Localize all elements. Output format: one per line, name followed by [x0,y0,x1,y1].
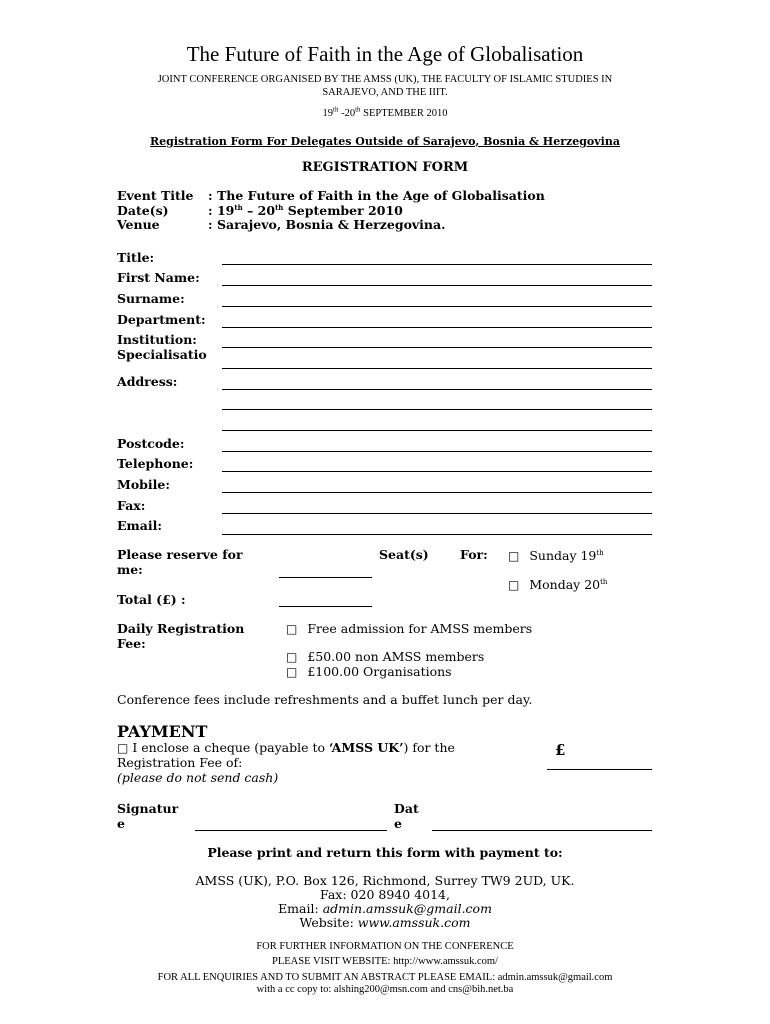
event-dates-label: Date(s) [117,203,169,218]
page-title: The Future of Faith in the Age of Globalisation [186,42,584,66]
first-name-field[interactable] [222,285,652,286]
address-field-line2[interactable] [222,409,652,410]
daily-fee-label-line2: Fee: [117,636,146,651]
email-field[interactable] [222,534,652,535]
email-label: Email: [117,518,162,533]
conference-dates: 19th -20th SEPTEMBER 2010 [322,105,448,119]
department-field[interactable] [222,327,652,328]
department-label: Department: [117,312,206,327]
telephone-label: Telephone: [117,456,194,471]
fees-note: Conference fees include refreshments and a buffet lunch per day. [117,692,533,707]
sunday-option[interactable]: □ Sunday 19th [508,548,604,563]
date-field[interactable] [432,830,652,831]
return-fax: Fax: 020 8940 4014, [320,887,450,902]
for-label: For: [460,547,488,562]
event-title-value: : The Future of Faith in the Age of Globalisation [208,188,545,203]
signature-label-line1: Signatur [117,801,179,816]
daily-fee-label-line1: Daily Registration [117,621,245,636]
institution-field[interactable] [222,347,652,348]
return-address: AMSS (UK), P.O. Box 126, Richmond, Surrey TW9 2UD, UK. [195,873,575,888]
checkbox-icon[interactable]: □ [508,549,520,563]
address-label: Address: [117,374,178,389]
no-cash-note: (please do not send cash) [117,770,279,785]
surname-field[interactable] [222,306,652,307]
event-venue-label: Venue [117,217,160,232]
info-line3: FOR ALL ENQUIRIES AND TO SUBMIT AN ABSTRACT PLEASE EMAIL: admin.amssuk@gmail.com [157,972,613,983]
monday-option[interactable]: □ Monday 20th [508,577,608,592]
title-field[interactable] [222,264,652,265]
date-label-line2: e [394,816,402,831]
telephone-field[interactable] [222,471,652,472]
postcode-label: Postcode: [117,436,185,451]
specialisation-label: Specialisatio [117,347,207,362]
info-line4: with a cc copy to: alshing200@msn.com and cns@bih.net.ba [256,984,514,995]
fax-field[interactable] [222,513,652,514]
specialisation-field[interactable] [222,368,652,369]
date-label-line1: Dat [394,801,419,816]
conference-subtitle-line1: JOINT CONFERENCE ORGANISED BY THE AMSS (UK), THE FACULTY OF ISLAMIC STUDIES IN [157,74,613,85]
seats-label: Seat(s) [379,547,429,562]
mobile-field[interactable] [222,492,652,493]
checkbox-icon[interactable]: □ [117,741,129,755]
surname-label: Surname: [117,291,185,306]
cheque-option[interactable]: □ I enclose a cheque (payable to ‘AMSS UK’) for the [117,740,455,755]
payment-heading: PAYMENT [117,722,208,741]
signature-label-line2: e [117,816,125,831]
pound-sign: £ [555,741,566,759]
return-email: Email: admin.amssuk@gmail.com [278,901,492,916]
cheque-line2: Registration Fee of: [117,755,243,770]
fee-option-free[interactable]: □ Free admission for AMSS members [286,621,533,636]
checkbox-icon[interactable]: □ [508,578,520,592]
return-heading: Please print and return this form with payment to: [207,845,563,860]
institution-label: Institution: [117,332,197,347]
checkbox-icon[interactable]: □ [286,650,298,664]
fee-option-organisations[interactable]: □ £100.00 Organisations [286,664,452,679]
seats-field[interactable] [279,577,372,578]
payment-amount-field[interactable] [547,769,652,770]
mobile-label: Mobile: [117,477,170,492]
form-title: REGISTRATION FORM [301,160,469,175]
conference-subtitle-line2: SARAJEVO, AND THE IIIT. [322,87,448,98]
postcode-field[interactable] [222,451,652,452]
total-field[interactable] [279,606,372,607]
address-field-line1[interactable] [222,389,652,390]
event-title-label: Event Title [117,188,194,203]
return-website: Website: www.amssuk.com [299,915,471,930]
fax-label: Fax: [117,498,146,513]
reserve-label-line1: Please reserve for [117,547,243,562]
total-label: Total (£) : [117,592,186,607]
checkbox-icon[interactable]: □ [286,665,298,679]
info-line1: FOR FURTHER INFORMATION ON THE CONFERENCE [256,941,514,952]
signature-field[interactable] [195,830,387,831]
registration-subtitle: Registration Form For Delegates Outside of Sarajevo, Bosnia & Herzegovina [150,135,620,148]
address-field-line3[interactable] [222,430,652,431]
first-name-label: First Name: [117,270,200,285]
reserve-label-line2: me: [117,562,143,577]
checkbox-icon[interactable]: □ [286,622,298,636]
fee-option-non-member[interactable]: □ £50.00 non AMSS members [286,649,485,664]
title-label: Title: [117,250,155,265]
event-dates-value: : 19th – 20th September 2010 [208,202,403,218]
event-venue-value: : Sarajevo, Bosnia & Herzegovina. [208,217,446,232]
info-line2: PLEASE VISIT WEBSITE: http://www.amssuk.com/ [272,956,498,967]
